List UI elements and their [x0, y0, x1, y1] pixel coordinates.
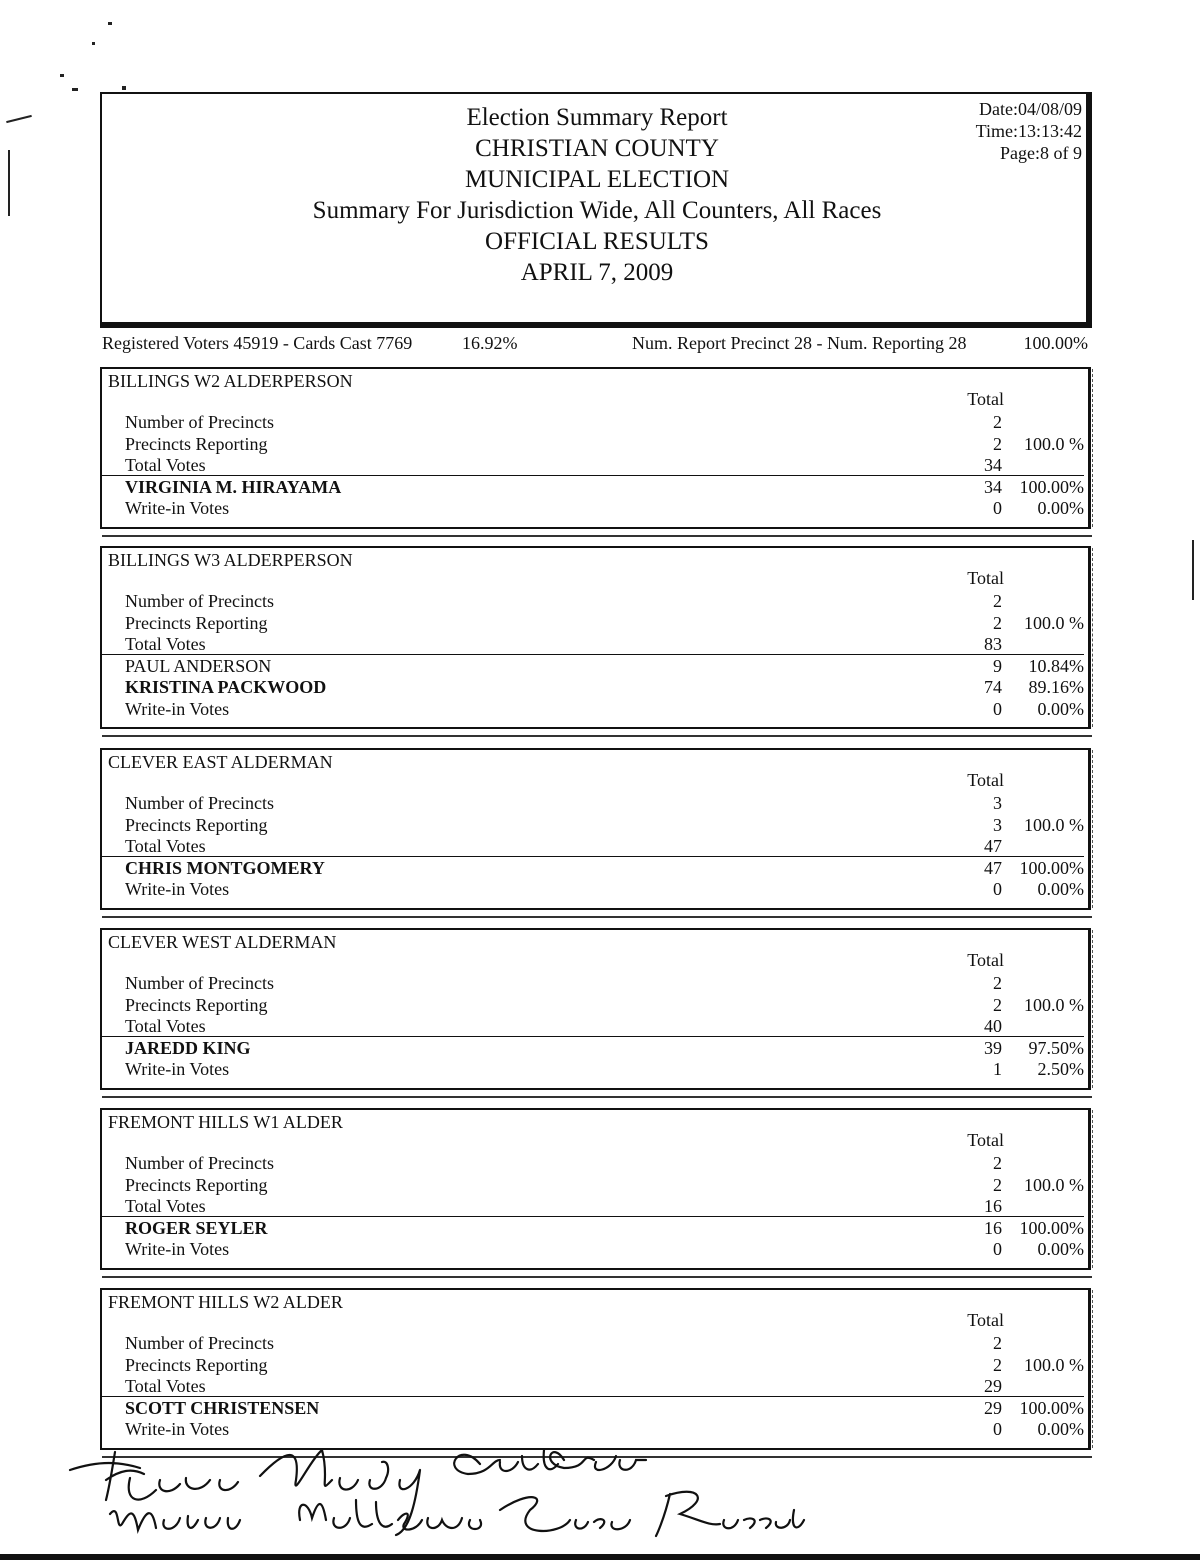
write-in-row — [102, 498, 1088, 520]
race-bottom-rule — [102, 1096, 1092, 1098]
precincts-reporting-summary: Num. Report Precinct 28 - Num. Reporting 28 — [632, 333, 967, 353]
race-title: BILLINGS W2 ALDERPERSON — [108, 371, 353, 391]
candidate-row — [102, 477, 1088, 499]
scan-speck — [72, 88, 78, 91]
candidate-row-percent: 97.50% — [1028, 1037, 1084, 1058]
candidate-row-value: 47 — [984, 857, 1002, 878]
number-of-precincts-row-value: 2 — [993, 412, 1002, 432]
race-bottom-rule — [102, 916, 1092, 918]
race-title: CLEVER EAST ALDERMAN — [108, 752, 333, 772]
results-status: OFFICIAL RESULTS — [485, 228, 709, 255]
candidate-row-label: PAUL ANDERSON — [125, 655, 272, 676]
number-of-precincts-row-label: Number of Precincts — [125, 412, 274, 432]
scan-edge-mark — [1092, 369, 1096, 527]
registered-voters: Registered Voters 45919 - Cards Cast 7769 — [102, 333, 413, 353]
total-column-header: Total — [967, 1310, 1004, 1330]
scan-edge-mark — [1092, 750, 1096, 908]
page-bottom-edge — [0, 1554, 1200, 1560]
precincts-reporting-row-label: Precincts Reporting — [125, 994, 268, 1015]
report-time: Time:13:13:42 — [975, 121, 1082, 141]
number-of-precincts-row — [102, 1153, 1088, 1175]
number-of-precincts-row — [102, 412, 1088, 434]
scan-speck — [108, 22, 112, 25]
signature-carla-essink — [454, 1450, 646, 1474]
candidate-row — [102, 858, 1088, 880]
report-date: Date:04/08/09 — [979, 99, 1082, 119]
precincts-reporting-row-label: Precincts Reporting — [125, 1354, 268, 1375]
reporting-percent: 100.00% — [1023, 333, 1088, 353]
candidate-divider — [102, 475, 1084, 476]
precincts-reporting-row-label: Precincts Reporting — [125, 433, 268, 454]
number-of-precincts-row-label: Number of Precincts — [125, 591, 274, 611]
write-in-row — [102, 1419, 1088, 1441]
precincts-reporting-row-value: 3 — [993, 814, 1002, 835]
number-of-precincts-row-value: 2 — [993, 1333, 1002, 1353]
write-in-row-label: Write-in Votes — [125, 879, 230, 899]
precincts-reporting-row-value: 2 — [993, 612, 1002, 633]
candidate-divider — [102, 1396, 1084, 1397]
candidate-row — [102, 1398, 1088, 1420]
write-in-row-label: Write-in Votes — [125, 1239, 230, 1259]
signature-marian-matthews — [110, 1500, 481, 1530]
total-votes-row-label: Total Votes — [125, 634, 206, 654]
number-of-precincts-row-label: Number of Precincts — [125, 1333, 274, 1353]
write-in-row-value: 0 — [993, 879, 1002, 899]
county-name: CHRISTIAN COUNTY — [475, 135, 719, 162]
total-votes-row-value: 29 — [984, 1376, 1002, 1396]
write-in-row — [102, 879, 1088, 901]
total-votes-row-value: 83 — [984, 634, 1002, 654]
write-in-row-value: 1 — [993, 1059, 1002, 1079]
total-votes-row-label: Total Votes — [125, 1376, 206, 1396]
precincts-reporting-row-label: Precincts Reporting — [125, 814, 268, 835]
precincts-reporting-row-value: 2 — [993, 994, 1002, 1015]
race-title: FREMONT HILLS W1 ALDER — [108, 1112, 343, 1132]
race-box — [100, 1108, 1091, 1270]
write-in-row-percent: 2.50% — [1037, 1059, 1084, 1079]
number-of-precincts-row — [102, 1333, 1088, 1355]
precincts-reporting-row — [102, 1175, 1088, 1197]
total-votes-row-value: 47 — [984, 836, 1002, 856]
candidate-row-percent: 100.00% — [1019, 1397, 1084, 1418]
race-box — [100, 546, 1091, 729]
write-in-row-value: 0 — [993, 698, 1002, 719]
scan-speck — [60, 74, 64, 77]
candidate-divider — [102, 1036, 1084, 1037]
write-in-row-percent: 0.00% — [1037, 698, 1084, 719]
write-in-row-value: 0 — [993, 498, 1002, 518]
election-name: MUNICIPAL ELECTION — [464, 166, 730, 193]
candidate-row-label: KRISTINA PACKWOOD — [125, 677, 327, 697]
scan-mark-left — [8, 150, 10, 216]
write-in-row-label: Write-in Votes — [125, 1059, 230, 1079]
total-column-header: Total — [967, 1130, 1004, 1150]
candidate-row — [102, 677, 1088, 699]
total-column-header: Total — [967, 770, 1004, 790]
precincts-reporting-row-percent: 100.0 % — [1024, 1174, 1084, 1195]
total-column-header: Total — [967, 568, 1004, 588]
race-title: FREMONT HILLS W2 ALDER — [108, 1292, 343, 1312]
write-in-row-percent: 0.00% — [1037, 1239, 1084, 1259]
candidate-row-percent: 89.16% — [1028, 677, 1084, 697]
write-in-row-percent: 0.00% — [1037, 879, 1084, 899]
scan-mark-left — [6, 115, 32, 123]
total-votes-row-value: 16 — [984, 1196, 1002, 1216]
number-of-precincts-row-value: 2 — [993, 973, 1002, 993]
number-of-precincts-row-value: 2 — [993, 591, 1002, 611]
turnout-percent: 16.92% — [462, 333, 518, 353]
precincts-reporting-row-value: 2 — [993, 1354, 1002, 1375]
candidate-row — [102, 656, 1088, 678]
candidate-row-percent: 100.00% — [1019, 857, 1084, 878]
candidate-row-label: VIRGINIA M. HIRAYAMA — [125, 476, 342, 497]
write-in-row — [102, 699, 1088, 721]
report-title: Election Summary Report — [466, 104, 728, 131]
write-in-row — [102, 1059, 1088, 1081]
precincts-reporting-row-value: 2 — [993, 1174, 1002, 1195]
number-of-precincts-row — [102, 793, 1088, 815]
precincts-reporting-row-percent: 100.0 % — [1024, 433, 1084, 454]
race-title: CLEVER WEST ALDERMAN — [108, 932, 337, 952]
scan-speck — [122, 86, 126, 90]
write-in-row — [102, 1239, 1088, 1261]
write-in-row-percent: 0.00% — [1037, 1419, 1084, 1439]
total-votes-row-label: Total Votes — [125, 1196, 206, 1216]
precincts-reporting-row-percent: 100.0 % — [1024, 994, 1084, 1015]
precincts-reporting-row-label: Precincts Reporting — [125, 1174, 268, 1195]
scan-edge-mark — [1092, 1290, 1096, 1448]
write-in-row-label: Write-in Votes — [125, 698, 230, 719]
signatures — [60, 1440, 820, 1550]
write-in-row-label: Write-in Votes — [125, 1419, 230, 1439]
race-box — [100, 748, 1091, 910]
precincts-reporting-row-value: 2 — [993, 433, 1002, 454]
race-box — [100, 367, 1091, 529]
number-of-precincts-row — [102, 973, 1088, 995]
candidate-row-value: 29 — [984, 1397, 1002, 1418]
number-of-precincts-row-label: Number of Precincts — [125, 973, 274, 993]
candidate-row-label: JAREDD KING — [125, 1037, 251, 1058]
candidate-row-percent: 100.00% — [1019, 1217, 1084, 1238]
precincts-reporting-row-label: Precincts Reporting — [125, 612, 268, 633]
candidate-row-value: 74 — [984, 677, 1002, 697]
number-of-precincts-row-label: Number of Precincts — [125, 1153, 274, 1173]
registration-summary — [100, 333, 1090, 359]
precincts-reporting-row — [102, 613, 1088, 635]
precincts-reporting-row — [102, 995, 1088, 1017]
race-bottom-rule — [102, 1276, 1092, 1278]
scan-edge-mark — [1092, 548, 1096, 727]
number-of-precincts-row-value: 3 — [993, 793, 1002, 813]
precincts-reporting-row-percent: 100.0 % — [1024, 612, 1084, 633]
total-votes-row-label: Total Votes — [125, 455, 206, 475]
precincts-reporting-row-percent: 100.0 % — [1024, 1354, 1084, 1375]
race-bottom-rule — [102, 735, 1092, 737]
write-in-row-percent: 0.00% — [1037, 498, 1084, 518]
scan-mark-right — [1192, 540, 1194, 600]
election-date: APRIL 7, 2009 — [520, 259, 674, 286]
total-column-header: Total — [967, 389, 1004, 409]
number-of-precincts-row-label: Number of Precincts — [125, 793, 274, 813]
signature-lisa-russell — [500, 1492, 804, 1536]
race-bottom-rule — [102, 535, 1092, 537]
candidate-row-value: 39 — [984, 1037, 1002, 1058]
precincts-reporting-row-percent: 100.0 % — [1024, 814, 1084, 835]
candidate-divider — [102, 856, 1084, 857]
race-box — [100, 928, 1091, 1090]
candidate-row-label: ROGER SEYLER — [125, 1217, 268, 1238]
write-in-row-label: Write-in Votes — [125, 498, 230, 518]
candidate-row-percent: 10.84% — [1028, 655, 1084, 676]
race-box — [100, 1288, 1091, 1450]
total-column-header: Total — [967, 950, 1004, 970]
candidate-row-value: 9 — [993, 655, 1002, 676]
total-votes-row-value: 40 — [984, 1016, 1002, 1036]
precincts-reporting-row — [102, 1355, 1088, 1377]
scan-edge-mark — [1092, 1110, 1096, 1268]
candidate-divider — [102, 654, 1084, 655]
write-in-row-value: 0 — [993, 1239, 1002, 1259]
precincts-reporting-row — [102, 434, 1088, 456]
candidate-row-percent: 100.00% — [1019, 476, 1084, 497]
page-number: Page:8 of 9 — [1000, 143, 1082, 163]
candidate-divider — [102, 1216, 1084, 1217]
candidate-row-value: 34 — [984, 476, 1002, 497]
candidate-row — [102, 1038, 1088, 1060]
number-of-precincts-row — [102, 591, 1088, 613]
report-header — [100, 92, 1092, 328]
race-title: BILLINGS W3 ALDERPERSON — [108, 550, 353, 570]
total-votes-row-value: 34 — [984, 455, 1002, 475]
candidate-row-value: 16 — [984, 1217, 1002, 1238]
total-votes-row-label: Total Votes — [125, 1016, 206, 1036]
scan-speck — [92, 42, 95, 45]
candidate-row-label: CHRIS MONTGOMERY — [125, 857, 325, 878]
candidate-row-label: SCOTT CHRISTENSEN — [125, 1397, 320, 1418]
total-votes-row-label: Total Votes — [125, 836, 206, 856]
write-in-row-value: 0 — [993, 1419, 1002, 1439]
scan-edge-mark — [1092, 930, 1096, 1088]
candidate-row — [102, 1218, 1088, 1240]
number-of-precincts-row-value: 2 — [993, 1153, 1002, 1173]
precincts-reporting-row — [102, 815, 1088, 837]
summary-line: Summary For Jurisdiction Wide, All Counters, All Races — [312, 197, 882, 224]
